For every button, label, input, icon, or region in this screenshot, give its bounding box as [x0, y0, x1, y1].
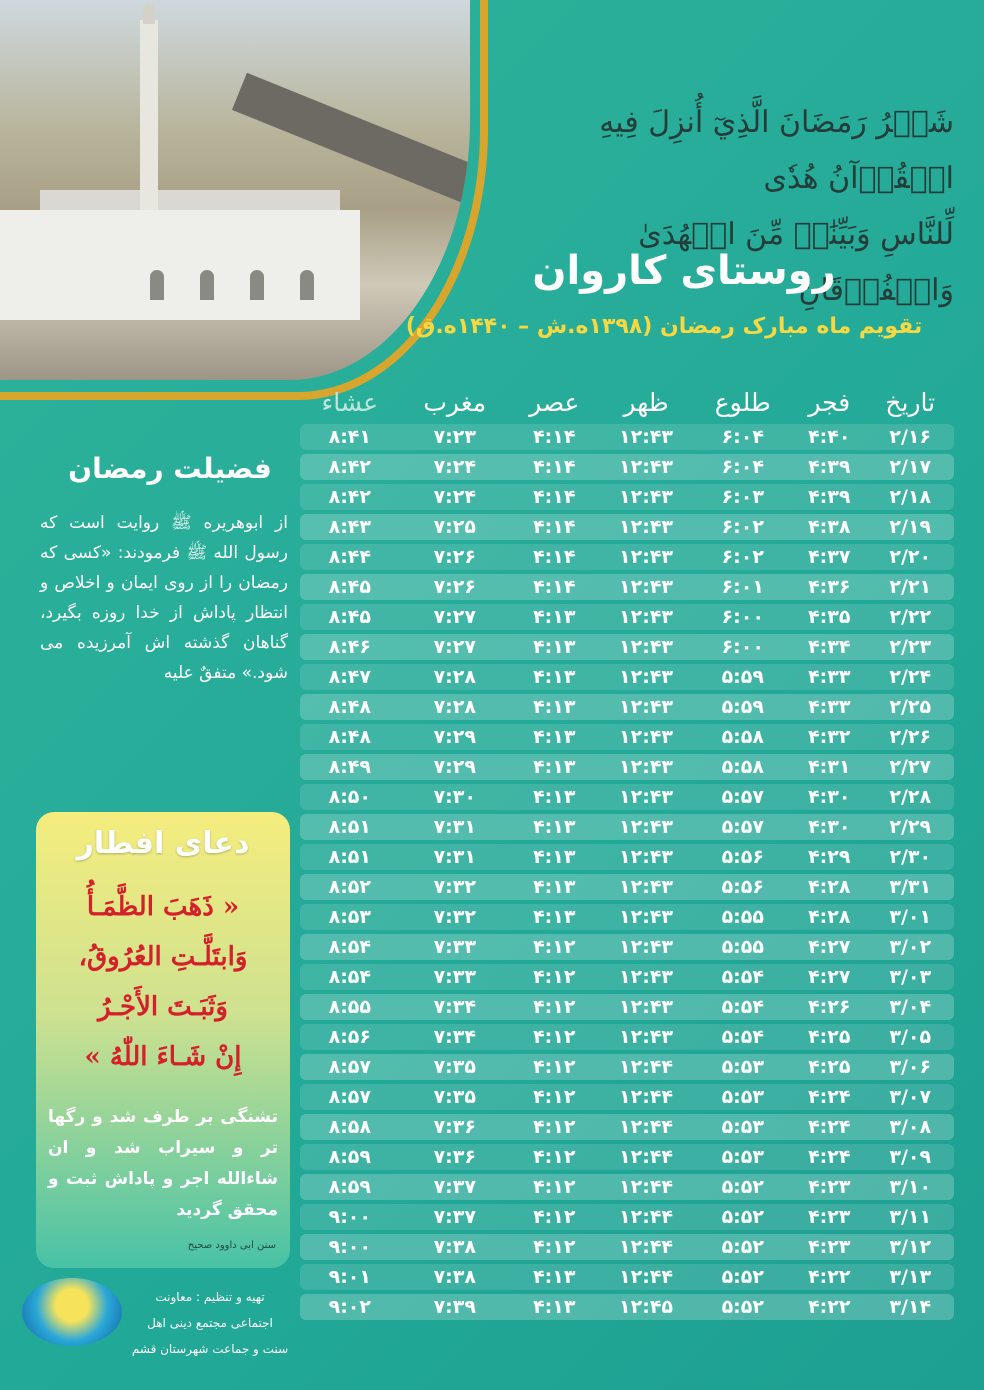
table-row — [300, 1114, 954, 1140]
table-row — [300, 904, 954, 930]
table-cell: ۱۲:۴۳ — [599, 514, 694, 540]
table-cell: ۸:۵۴ — [300, 934, 400, 960]
table-cell: ۵:۵۷ — [694, 814, 792, 840]
table-cell: ۴:۱۳ — [510, 904, 599, 930]
table-cell: ۴:۳۶ — [792, 574, 867, 600]
table-cell: ۵:۵۹ — [694, 694, 792, 720]
table-cell: ۳/۰۶ — [867, 1054, 954, 1080]
table-row — [300, 724, 954, 750]
table-cell: ۹:۰۲ — [300, 1294, 400, 1320]
table-cell: ۴:۱۳ — [510, 1294, 599, 1320]
table-row — [300, 814, 954, 840]
table-cell: ۷:۲۳ — [400, 424, 510, 450]
credits-line: تهیه و تنظیم : معاونت — [155, 1290, 265, 1304]
table-cell: ۸:۵۵ — [300, 994, 400, 1020]
table-cell: ۴:۱۳ — [510, 844, 599, 870]
table-cell: ۳/۰۲ — [867, 934, 954, 960]
table-cell: ۳/۰۴ — [867, 994, 954, 1020]
table-cell: ۷:۲۷ — [400, 604, 510, 630]
table-cell: ۵:۵۲ — [694, 1234, 792, 1260]
table-cell: ۶:۰۴ — [694, 424, 792, 450]
dua-source: سنن ابی داوود صحیح — [187, 1240, 276, 1251]
table-cell: ۷:۳۱ — [400, 814, 510, 840]
table-body — [300, 424, 954, 1320]
header-fajr: فجر — [808, 387, 851, 417]
table-cell: ۷:۲۵ — [400, 514, 510, 540]
table-row — [300, 1294, 954, 1320]
table-cell: ۸:۴۳ — [300, 514, 400, 540]
table-row — [300, 424, 954, 450]
table-cell: ۷:۳۶ — [400, 1144, 510, 1170]
table-cell: ۵:۵۷ — [694, 784, 792, 810]
table-cell: ۸:۴۴ — [300, 544, 400, 570]
table-cell: ۴:۱۲ — [510, 1024, 599, 1050]
table-cell: ۴:۱۳ — [510, 634, 599, 660]
virtue-title: فضیلت رمضان — [68, 452, 272, 485]
table-cell: ۸:۴۵ — [300, 604, 400, 630]
table-row — [300, 1174, 954, 1200]
table-cell: ۴:۲۳ — [792, 1234, 867, 1260]
table-cell: ۴:۳۵ — [792, 604, 867, 630]
organization-logo — [22, 1278, 122, 1346]
table-cell: ۱۲:۴۳ — [599, 424, 694, 450]
table-cell: ۳/۱۲ — [867, 1234, 954, 1260]
table-cell: ۴:۱۴ — [510, 484, 599, 510]
table-cell: ۱۲:۴۳ — [599, 634, 694, 660]
table-cell: ۴:۲۴ — [792, 1144, 867, 1170]
table-cell: ۴:۱۲ — [510, 1114, 599, 1140]
table-cell: ۷:۲۶ — [400, 544, 510, 570]
table-cell: ۴:۲۸ — [792, 904, 867, 930]
credits-line: سنت و جماعت شهرستان قشم — [131, 1342, 289, 1356]
table-cell: ۴:۱۲ — [510, 1084, 599, 1110]
table-cell: ۵:۵۴ — [694, 964, 792, 990]
table-row — [300, 484, 954, 510]
virtue-hadith: از ابوهریره ﷺ روایت است که رسول الله ﷺ فرمودند: «کسی که رمضان را از روی ایمان و اخلاص و انتظار پاداش از خدا روزه بگیرد، گناهان گذشته اش آمرزیده می شود.» متفقٌ علیه — [40, 513, 288, 683]
header-isha: عشاء — [321, 387, 379, 417]
table-cell: ۴:۱۴ — [510, 574, 599, 600]
table-cell: ۱۲:۴۳ — [599, 844, 694, 870]
table-cell: ۹:۰۰ — [300, 1204, 400, 1230]
header-asr: عصر — [529, 387, 580, 417]
table-row — [300, 754, 954, 780]
table-cell: ۷:۳۲ — [400, 874, 510, 900]
table-cell: ۴:۳۹ — [792, 454, 867, 480]
table-cell: ۴:۱۲ — [510, 1204, 599, 1230]
table-cell: ۸:۴۱ — [300, 424, 400, 450]
table-cell: ۲/۲۹ — [867, 814, 954, 840]
table-cell: ۴:۱۳ — [510, 754, 599, 780]
dua-line: إِنْ شَـاءَ اللّٰهُ » — [84, 1042, 242, 1072]
photo-window — [200, 270, 214, 300]
dua-title: دعای افطار — [76, 826, 250, 861]
table-cell: ۸:۵۶ — [300, 1024, 400, 1050]
table-row — [300, 1234, 954, 1260]
table-cell: ۴:۳۱ — [792, 754, 867, 780]
table-cell: ۳/۱۰ — [867, 1174, 954, 1200]
table-cell: ۱۲:۴۳ — [599, 964, 694, 990]
table-cell: ۵:۵۲ — [694, 1294, 792, 1320]
table-cell: ۱۲:۴۴ — [599, 1234, 694, 1260]
table-cell: ۱۲:۴۳ — [599, 784, 694, 810]
table-cell: ۴:۱۳ — [510, 664, 599, 690]
table-cell: ۴:۳۲ — [792, 724, 867, 750]
table-cell: ۱۲:۴۴ — [599, 1144, 694, 1170]
table-row — [300, 574, 954, 600]
table-cell: ۷:۳۳ — [400, 964, 510, 990]
header-dhuhr: ظهر — [623, 387, 669, 417]
table-cell: ۴:۳۷ — [792, 544, 867, 570]
table-row — [300, 964, 954, 990]
table-cell: ۴:۲۳ — [792, 1204, 867, 1230]
table-cell: ۵:۵۵ — [694, 934, 792, 960]
table-cell: ۸:۵۹ — [300, 1174, 400, 1200]
table-cell: ۴:۲۶ — [792, 994, 867, 1020]
table-cell: ۷:۳۸ — [400, 1234, 510, 1260]
table-cell: ۴:۳۹ — [792, 484, 867, 510]
table-cell: ۷:۲۶ — [400, 574, 510, 600]
table-cell: ۱۲:۴۳ — [599, 664, 694, 690]
table-cell: ۸:۴۷ — [300, 664, 400, 690]
table-cell: ۷:۳۳ — [400, 934, 510, 960]
photo-window — [150, 270, 164, 300]
table-cell: ۲/۲۰ — [867, 544, 954, 570]
table-cell: ۲/۲۷ — [867, 754, 954, 780]
table-cell: ۵:۵۶ — [694, 844, 792, 870]
table-cell: ۶:۰۰ — [694, 604, 792, 630]
table-cell: ۵:۵۳ — [694, 1054, 792, 1080]
table-cell: ۴:۱۴ — [510, 454, 599, 480]
table-cell: ۸:۵۷ — [300, 1054, 400, 1080]
table-cell: ۷:۲۹ — [400, 724, 510, 750]
table-cell: ۱۲:۴۳ — [599, 544, 694, 570]
table-cell: ۷:۲۹ — [400, 754, 510, 780]
table-row — [300, 844, 954, 870]
table-cell: ۱۲:۴۳ — [599, 454, 694, 480]
table-cell: ۲/۱۷ — [867, 454, 954, 480]
prayer-times-table — [300, 380, 954, 1324]
table-cell: ۸:۵۰ — [300, 784, 400, 810]
verse-line: شَهۡرُ رَمَضَانَ الَّذِيٓ أُنزِلَ فِيهِ الۡقُرۡآنُ هُدٗى — [599, 105, 954, 196]
header-maghrib: مغرب — [423, 387, 487, 417]
photo-minaret — [140, 20, 158, 210]
table-cell: ۱۲:۴۳ — [599, 814, 694, 840]
table-cell: ۳/۱۱ — [867, 1204, 954, 1230]
table-cell: ۴:۲۵ — [792, 1024, 867, 1050]
table-cell: ۷:۳۲ — [400, 904, 510, 930]
table-row — [300, 934, 954, 960]
table-cell: ۵:۵۲ — [694, 1174, 792, 1200]
table-row — [300, 694, 954, 720]
table-cell: ۴:۲۴ — [792, 1114, 867, 1140]
table-cell: ۷:۳۱ — [400, 844, 510, 870]
table-cell: ۵:۵۲ — [694, 1204, 792, 1230]
table-row — [300, 634, 954, 660]
table-cell: ۶:۰۲ — [694, 514, 792, 540]
table-cell: ۵:۵۸ — [694, 754, 792, 780]
table-cell: ۴:۱۴ — [510, 544, 599, 570]
table-cell: ۴:۲۷ — [792, 934, 867, 960]
table-cell: ۶:۰۱ — [694, 574, 792, 600]
table-cell: ۴:۲۴ — [792, 1084, 867, 1110]
table-cell: ۳/۰۳ — [867, 964, 954, 990]
photo-mosque-wall — [0, 210, 360, 320]
table-row — [300, 544, 954, 570]
table-cell: ۶:۰۴ — [694, 454, 792, 480]
table-cell: ۷:۲۴ — [400, 454, 510, 480]
table-cell: ۸:۵۹ — [300, 1144, 400, 1170]
table-cell: ۱۲:۴۴ — [599, 1174, 694, 1200]
table-cell: ۷:۳۰ — [400, 784, 510, 810]
iftar-dua-box — [36, 812, 290, 1268]
table-cell: ۸:۴۲ — [300, 484, 400, 510]
table-cell: ۶:۰۳ — [694, 484, 792, 510]
table-cell: ۴:۲۹ — [792, 844, 867, 870]
table-cell: ۷:۳۵ — [400, 1054, 510, 1080]
table-cell: ۱۲:۴۴ — [599, 1114, 694, 1140]
table-cell: ۸:۴۵ — [300, 574, 400, 600]
table-cell: ۸:۵۳ — [300, 904, 400, 930]
table-cell: ۹:۰۰ — [300, 1234, 400, 1260]
table-row — [300, 874, 954, 900]
table-cell: ۲/۱۹ — [867, 514, 954, 540]
table-cell: ۵:۵۴ — [694, 1024, 792, 1050]
table-cell: ۲/۲۸ — [867, 784, 954, 810]
table-cell: ۸:۴۲ — [300, 454, 400, 480]
table-cell: ۱۲:۴۳ — [599, 574, 694, 600]
table-cell: ۲/۲۶ — [867, 724, 954, 750]
table-cell: ۴:۱۴ — [510, 514, 599, 540]
table-cell: ۷:۲۴ — [400, 484, 510, 510]
table-cell: ۶:۰۲ — [694, 544, 792, 570]
photo-window — [300, 270, 314, 300]
table-cell: ۹:۰۱ — [300, 1264, 400, 1290]
table-cell: ۴:۳۴ — [792, 634, 867, 660]
table-cell: ۲/۱۸ — [867, 484, 954, 510]
table-cell: ۳/۰۵ — [867, 1024, 954, 1050]
table-cell: ۴:۱۲ — [510, 964, 599, 990]
table-cell: ۱۲:۴۳ — [599, 604, 694, 630]
table-row — [300, 1084, 954, 1110]
table-cell: ۴:۱۳ — [510, 874, 599, 900]
table-cell: ۳/۰۱ — [867, 904, 954, 930]
dua-line: وَابتَلَّـتِ العُرُوقُ، — [78, 942, 248, 972]
table-cell: ۸:۴۸ — [300, 724, 400, 750]
table-cell: ۷:۲۷ — [400, 634, 510, 660]
table-cell: ۲/۲۱ — [867, 574, 954, 600]
table-row — [300, 1054, 954, 1080]
table-cell: ۸:۵۸ — [300, 1114, 400, 1140]
dua-translation: تشنگی بر طرف شد و رگها تر و سیراب شد و ان شاءالله اجر و پاداش ثبت و محقق گردید — [48, 1107, 278, 1220]
photo-window — [250, 270, 264, 300]
photo-minaret-top — [143, 4, 155, 24]
table-row — [300, 664, 954, 690]
header-sunrise: طلوع — [714, 387, 771, 417]
table-cell: ۴:۳۰ — [792, 784, 867, 810]
table-cell: ۸:۴۸ — [300, 694, 400, 720]
table-cell: ۷:۳۵ — [400, 1084, 510, 1110]
table-cell: ۴:۱۲ — [510, 934, 599, 960]
table-cell: ۱۲:۴۵ — [599, 1294, 694, 1320]
table-cell: ۴:۲۳ — [792, 1174, 867, 1200]
table-cell: ۵:۵۶ — [694, 874, 792, 900]
table-cell: ۴:۱۳ — [510, 694, 599, 720]
table-row — [300, 454, 954, 480]
table-cell: ۷:۲۸ — [400, 664, 510, 690]
table-cell: ۱۲:۴۳ — [599, 694, 694, 720]
table-cell: ۱۲:۴۳ — [599, 904, 694, 930]
table-cell: ۱۲:۴۳ — [599, 934, 694, 960]
table-cell: ۵:۵۹ — [694, 664, 792, 690]
table-cell: ۸:۵۱ — [300, 814, 400, 840]
table-cell: ۱۲:۴۴ — [599, 1054, 694, 1080]
table-cell: ۱۲:۴۳ — [599, 754, 694, 780]
header-date: تاریخ — [885, 387, 936, 417]
table-cell: ۷:۳۸ — [400, 1264, 510, 1290]
table-cell: ۴:۱۲ — [510, 1054, 599, 1080]
table-cell: ۴:۱۲ — [510, 994, 599, 1020]
table-cell: ۱۲:۴۴ — [599, 1264, 694, 1290]
dua-line: وَثَبَـتَ الأَجْـرُ — [98, 992, 228, 1022]
table-header-row — [300, 384, 954, 420]
table-cell: ۷:۳۶ — [400, 1114, 510, 1140]
table-cell: ۴:۱۳ — [510, 784, 599, 810]
table-cell: ۴:۱۴ — [510, 424, 599, 450]
calendar-subtitle: تقویم ماه مبارک رمضان (۱۳۹۸ه.ش – ۱۴۴۰ه.ق) — [405, 314, 923, 339]
table-cell: ۵:۵۸ — [694, 724, 792, 750]
table-cell: ۴:۲۲ — [792, 1294, 867, 1320]
table-cell: ۴:۲۷ — [792, 964, 867, 990]
table-cell: ۲/۲۴ — [867, 664, 954, 690]
photo-road — [232, 73, 470, 207]
table-cell: ۵:۵۵ — [694, 904, 792, 930]
dua-arabic-text — [46, 882, 280, 1082]
table-cell: ۲/۳۰ — [867, 844, 954, 870]
table-cell: ۳/۰۸ — [867, 1114, 954, 1140]
table-cell: ۴:۱۲ — [510, 1144, 599, 1170]
table-cell: ۴:۱۳ — [510, 604, 599, 630]
table-row — [300, 784, 954, 810]
table-cell: ۵:۵۳ — [694, 1114, 792, 1140]
table-cell: ۳/۰۹ — [867, 1144, 954, 1170]
dua-line: « ذَهَبَ الظَّمَـأُ — [86, 892, 240, 922]
table-cell: ۸:۵۲ — [300, 874, 400, 900]
table-cell: ۱۲:۴۴ — [599, 1204, 694, 1230]
table-cell: ۴:۱۲ — [510, 1234, 599, 1260]
table-cell: ۵:۵۴ — [694, 994, 792, 1020]
village-title: روستای کاروان — [532, 248, 836, 294]
table-cell: ۷:۳۴ — [400, 1024, 510, 1050]
table-cell: ۴:۱۲ — [510, 1174, 599, 1200]
table-cell: ۳/۱۳ — [867, 1264, 954, 1290]
table-cell: ۴:۱۳ — [510, 1264, 599, 1290]
table-cell: ۴:۴۰ — [792, 424, 867, 450]
table-cell: ۲/۲۳ — [867, 634, 954, 660]
table-cell: ۳/۰۷ — [867, 1084, 954, 1110]
table-cell: ۸:۴۶ — [300, 634, 400, 660]
table-cell: ۱۲:۴۳ — [599, 874, 694, 900]
table-cell: ۴:۱۳ — [510, 814, 599, 840]
table-cell: ۷:۳۴ — [400, 994, 510, 1020]
credits-line: اجتماعی مجتمع دینی اهل — [147, 1316, 273, 1330]
table-cell: ۱۲:۴۴ — [599, 1084, 694, 1110]
table-row — [300, 1264, 954, 1290]
table-cell: ۵:۵۳ — [694, 1084, 792, 1110]
table-cell: ۷:۳۷ — [400, 1204, 510, 1230]
table-cell: ۱۲:۴۳ — [599, 1024, 694, 1050]
table-cell: ۱۲:۴۳ — [599, 724, 694, 750]
table-cell: ۵:۵۲ — [694, 1264, 792, 1290]
table-row — [300, 1204, 954, 1230]
table-cell: ۳/۱۴ — [867, 1294, 954, 1320]
table-row — [300, 514, 954, 540]
table-cell: ۷:۳۹ — [400, 1294, 510, 1320]
table-cell: ۱۲:۴۳ — [599, 484, 694, 510]
table-cell: ۸:۵۱ — [300, 844, 400, 870]
table-cell: ۸:۵۴ — [300, 964, 400, 990]
table-cell: ۷:۲۸ — [400, 694, 510, 720]
table-row — [300, 994, 954, 1020]
table-cell: ۵:۵۳ — [694, 1144, 792, 1170]
table-cell: ۷:۳۷ — [400, 1174, 510, 1200]
table-cell: ۸:۴۹ — [300, 754, 400, 780]
table-row — [300, 1144, 954, 1170]
table-cell: ۴:۳۰ — [792, 814, 867, 840]
table-cell: ۸:۵۷ — [300, 1084, 400, 1110]
table-row — [300, 1024, 954, 1050]
table-cell: ۲/۱۶ — [867, 424, 954, 450]
table-cell: ۴:۳۸ — [792, 514, 867, 540]
verse-line: لِّلنَّاسِ وَبَيِّنَٰتٖ مِّنَ الۡهُدَىٰ وَالۡفُرۡقَانِ — [638, 217, 954, 308]
table-cell: ۳/۳۱ — [867, 874, 954, 900]
table-cell: ۴:۱۳ — [510, 724, 599, 750]
table-cell: ۲/۲۲ — [867, 604, 954, 630]
table-cell: ۴:۲۸ — [792, 874, 867, 900]
table-cell: ۴:۳۳ — [792, 694, 867, 720]
table-cell: ۴:۳۳ — [792, 664, 867, 690]
table-cell: ۱۲:۴۳ — [599, 994, 694, 1020]
table-cell: ۶:۰۰ — [694, 634, 792, 660]
credits — [130, 1284, 290, 1362]
table-cell: ۴:۲۵ — [792, 1054, 867, 1080]
table-cell: ۲/۲۵ — [867, 694, 954, 720]
table-cell: ۴:۲۲ — [792, 1264, 867, 1290]
table-row — [300, 604, 954, 630]
